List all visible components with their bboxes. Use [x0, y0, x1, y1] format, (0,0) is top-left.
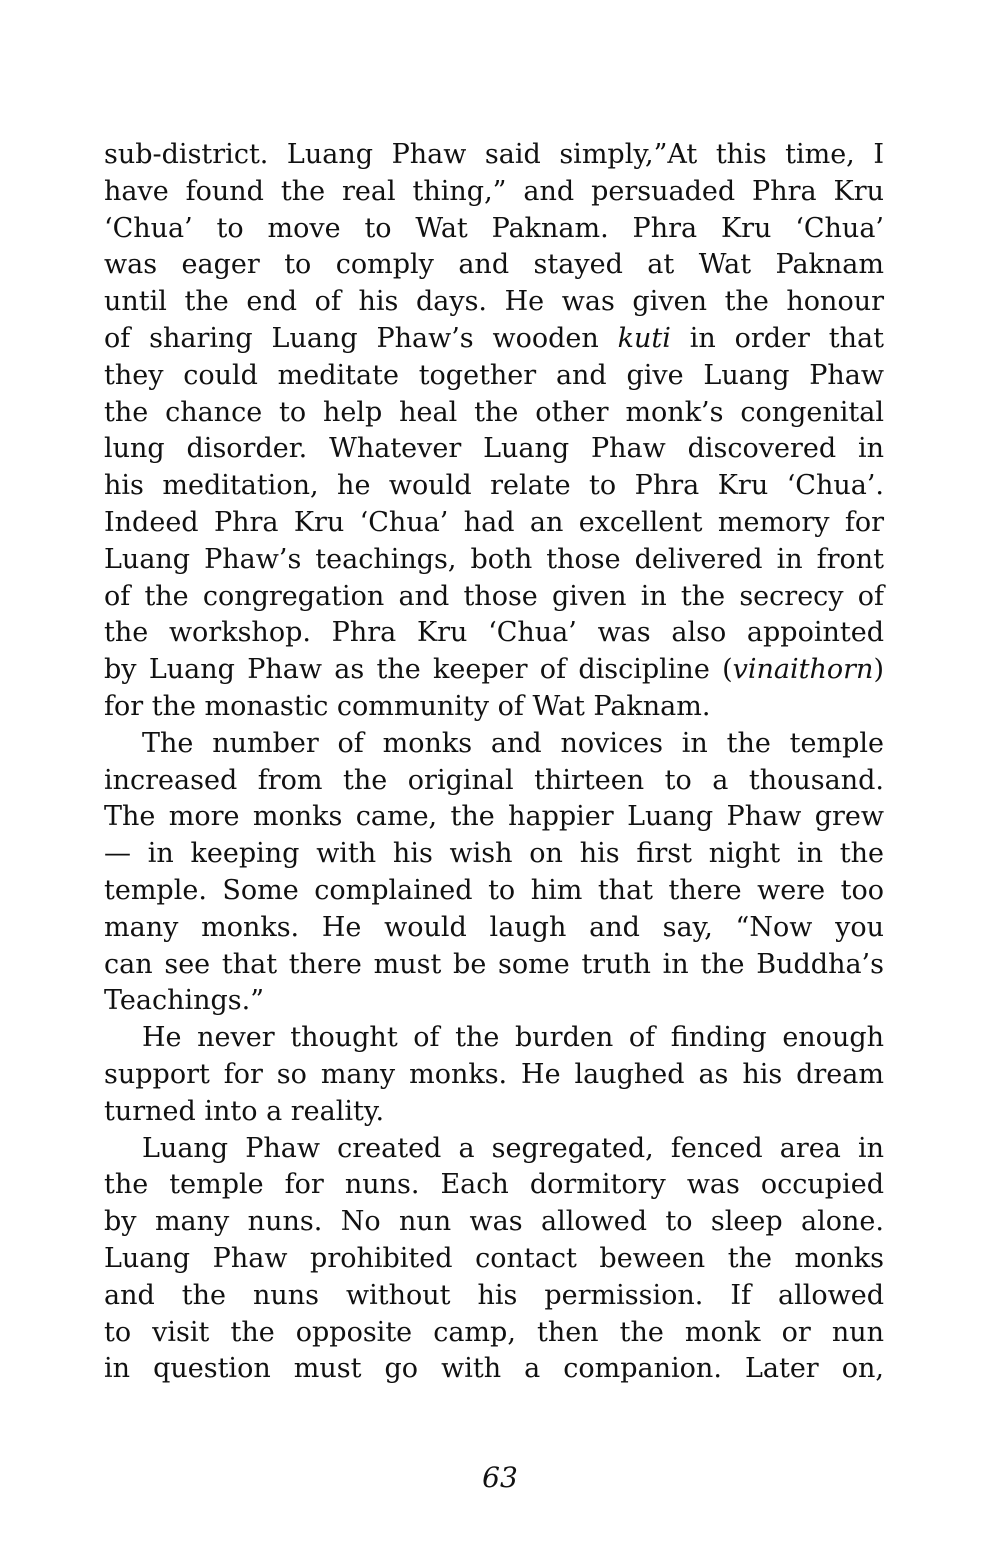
text-line: The more monks came, the happier Luang Phaw grew: [104, 801, 884, 833]
text-line: sub-district. Luang Phaw said simply,”At this time, I: [104, 139, 884, 170]
paragraph: [104, 137, 884, 726]
paragraph: [104, 1131, 884, 1389]
text-line: Luang Phaw’s teachings, both those delivered in front: [104, 543, 884, 575]
text-run: by Luang Phaw as the keeper of discipline (: [104, 654, 733, 686]
text-line: support for so many monks. He laughed as his dream: [104, 1058, 884, 1090]
page-number: 63: [482, 1461, 518, 1494]
paragraph: [104, 726, 884, 1020]
text-line: Teachings.”: [104, 985, 265, 1017]
text-line: the chance to help heal the other monk’s congenital: [104, 396, 884, 428]
text-run: in order that: [670, 322, 884, 354]
text-line: temple. Some complained to him that there were too: [104, 874, 884, 906]
text-line: increased from the original thirteen to a thousand.: [104, 764, 884, 796]
text-line: Luang Phaw created a segregated, fenced area in: [142, 1132, 884, 1164]
text-line: — in keeping with his wish on his first night in the: [104, 838, 884, 870]
text-line: of the congregation and those given in the secrecy of: [104, 580, 884, 612]
text-line: for the monastic community of Wat Paknam.: [104, 690, 711, 722]
text-run: of sharing Luang Phaw’s wooden: [104, 322, 618, 354]
paragraph: [104, 1020, 884, 1130]
text-line: lung disorder. Whatever Luang Phaw discovered in: [104, 433, 884, 465]
text-line: ‘Chua’ to move to Wat Paknam. Phra Kru ‘Chua’: [104, 212, 884, 244]
text-line: [104, 652, 884, 689]
text-line: have found the real thing,” and persuaded Phra Kru: [104, 175, 884, 207]
text-line: by many nuns. No nun was allowed to sleep alone.: [104, 1206, 884, 1238]
text-line: can see that there must be some truth in the Buddha’s: [104, 948, 884, 980]
text-line: Luang Phaw prohibited contact beween the monks: [104, 1242, 884, 1274]
text-line: He never thought of the burden of finding enough: [142, 1022, 884, 1054]
italic-term: kuti: [617, 322, 671, 354]
text-line: [104, 321, 884, 358]
page-body: [104, 137, 884, 1388]
text-line: to visit the opposite camp, then the monk or nun: [104, 1316, 884, 1348]
italic-term: vinaithorn: [732, 654, 874, 686]
text-line: his meditation, he would relate to Phra Kru ‘Chua’.: [104, 470, 884, 502]
text-run: ): [873, 654, 884, 686]
text-line: and the nuns without his permission. If allowed: [104, 1279, 884, 1311]
text-line: the temple for nuns. Each dormitory was occupied: [104, 1169, 884, 1201]
text-line: the workshop. Phra Kru ‘Chua’ was also appointed: [104, 617, 884, 649]
text-line: was eager to comply and stayed at Wat Paknam: [104, 249, 884, 281]
text-line: until the end of his days. He was given the honour: [104, 286, 884, 318]
text-line: The number of monks and novices in the temple: [142, 727, 884, 759]
text-line: many monks. He would laugh and say, “Now you: [104, 911, 884, 943]
text-line: turned into a reality.: [104, 1095, 385, 1127]
text-line: in question must go with a companion. Later on,: [104, 1353, 884, 1385]
text-line: Indeed Phra Kru ‘Chua’ had an excellent memory for: [104, 506, 884, 538]
text-line: they could meditate together and give Luang Phaw: [104, 359, 884, 391]
